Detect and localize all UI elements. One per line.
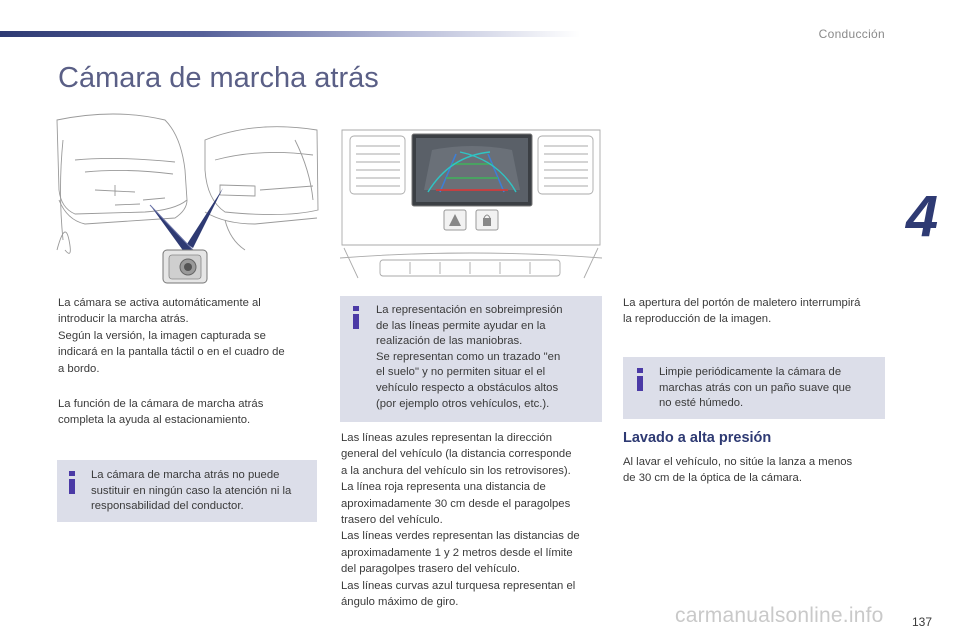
info-icon [635,368,645,392]
col1-info-note [57,460,317,522]
rear-car-camera-illustration [55,100,320,285]
chapter-number: 4 [905,184,939,249]
section-title: Conducción [818,27,885,41]
header-gradient-bar [0,31,580,37]
col1-paragraph-2: La función de la cámara de marcha atrás completa la ayuda al estacionamiento. [58,398,264,427]
col2-info-note-text: La representación en sobreimpresión de las líneas permite ayudar en la realización de las maniobras. Se representan como un trazado "en el suelo" y no permiten situar el el vehículo respecto a obstáculos altos (por ejemplo otros vehículos, etc.). [376,304,563,410]
col3-info-note-text: Limpie periódicamente la cámara de marchas atrás con un paño suave que no esté húmedo. [659,366,852,410]
col1-info-note-text: La cámara de marcha atrás no puede sustituir en ningún caso la atención ni la responsabilidad del conductor. [91,469,292,513]
high-pressure-wash-heading: Lavado a alta presión [623,430,772,446]
info-icon [67,471,77,495]
col2-info-note [340,296,602,422]
col2-paragraph: Las líneas azules representan la dirección general del vehículo (la distancia corresponde a la anchura del vehículo sin los retrovisores). La línea roja representa una distancia de aproximadamente 30 cm desde el paragolpes trasero del vehículo. Las líneas verdes representan las distancias de aproximadamente 1 y 2 metros desde el límite del paragolpes trasero del vehículo. Las líneas curvas azul turquesa representan el ángulo máximo de giro. [341,432,580,609]
col3-paragraph-2: Al lavar el vehículo, no sitúe la lanza a menos de 30 cm de la óptica de la cámara. [623,456,853,485]
info-icon [351,306,361,330]
watermark: carmanualsonline.info [675,604,884,627]
page-number: 137 [912,615,933,629]
col1-paragraph-1: La cámara se activa automáticamente al introducir la marcha atrás. Según la versión, la imagen capturada se indicará en la pantalla táctil o en el cuadro de a bordo. [58,297,285,375]
page-title: Cámara de marcha atrás [58,62,379,94]
col3-info-note [623,357,885,419]
dashboard-screen-illustration [340,120,602,280]
col3-paragraph-1: La apertura del portón de maletero interrumpirá la reproducción de la imagen. [623,297,861,326]
